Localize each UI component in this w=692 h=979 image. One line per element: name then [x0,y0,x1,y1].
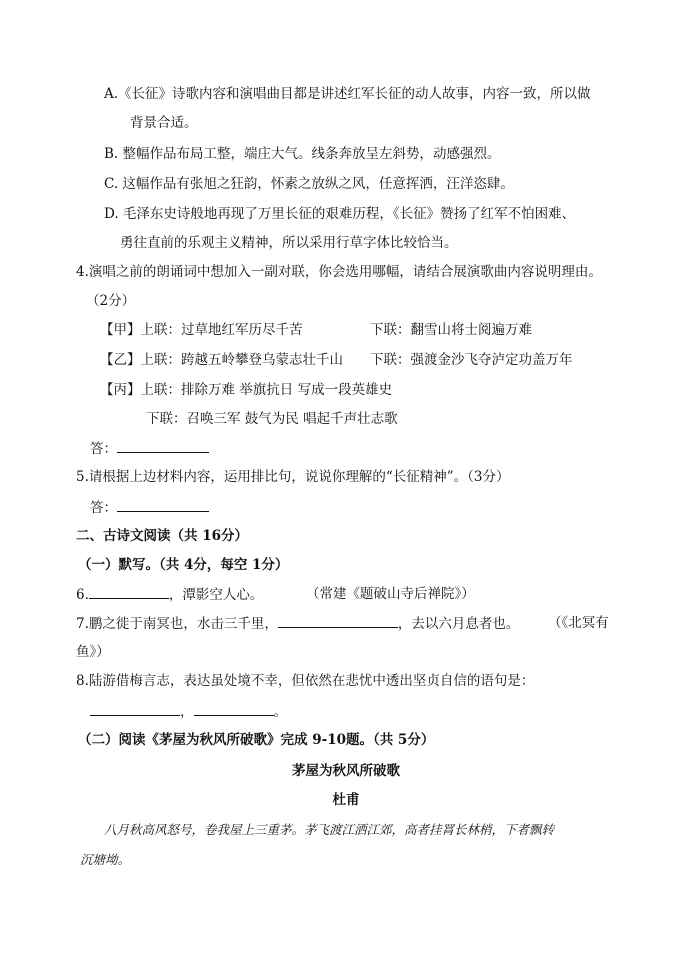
q7-row [76,613,519,634]
q6-text: ，潭影空人心。 [168,587,264,603]
couplet-yi-upper: 【乙】上联：跨越五岭攀登乌蒙志壮千山 [100,352,343,368]
q3-option-a-line2: 背景合适。 [130,115,198,131]
q8-blank-1[interactable] [90,701,180,716]
q3-option-b: B. 整幅作品布局工整，端庄大气。线条奔放呈左斜势，动感强烈。 [104,146,501,162]
q7-text-tail: ，去以六月息者也。 [397,616,520,632]
poem-author: 杜甫 [332,792,360,808]
q8-end: 。 [273,704,287,720]
couplet-bing-upper: 【丙】上联：排除万难 举旗抗日 写成一段英雄史 [100,382,393,398]
q7-text-head: 7.鹏之徙于南冥也，水击三千里， [76,616,278,632]
q3-option-d-line1: D. 毛泽东史诗般地再现了万里长征的艰难历程，《长征》赞扬了红军不怕困难、 [104,206,576,222]
q4-stem: 4.演唱之前的朗诵词中想加入一副对联，你会选用哪幅，请结合展演歌曲内容说明理由。 [76,264,602,280]
q6-row [76,584,263,605]
q3-option-d-line2: 勇往直前的乐观主义精神，所以采用行草字体比较恰当。 [120,235,458,251]
poem-line-2: 沉塘坳。 [80,852,131,867]
poem-title: 茅屋为秋风所破歌 [292,763,400,779]
q8-blank-2[interactable] [194,701,274,716]
couplet-jia-lower: 下联：翻雪山将士阅遍万难 [370,322,532,338]
couplet-jia-upper: 【甲】上联：过草地红军历尽千苦 [100,322,303,338]
q8-stem: 8.陆游借梅言志，表达虽处境不幸，但依然在悲忧中透出坚贞自信的语句是： [76,673,535,689]
q4-answer-label: 答： [90,441,117,457]
q5-answer-blank[interactable] [117,497,209,512]
q6-source: （常建《题破山寺后禅院》） [306,586,475,602]
couplet-bing-lower: 下联：召唤三军 鼓气为民 唱起千声壮志歌 [146,411,398,427]
section2-title: 二、古诗文阅读（共 16分） [76,528,248,544]
q4-answer-blank[interactable] [117,438,209,453]
q3-option-c: C. 这幅作品有张旭之狂韵，怀素之放纵之风，任意挥洒，汪洋恣肆。 [104,176,514,192]
q6-number: 6. [76,587,89,603]
q8-answer-row [90,701,287,722]
q7-source-cont: 鱼》） [76,644,110,660]
couplet-yi-lower: 下联：强渡金沙飞夺泸定功盖万年 [370,352,573,368]
q5-answer-row [90,497,209,518]
poem-line-1: 八月秋高风怒号，卷我屋上三重茅。茅飞渡江洒江郊，高者挂罥长林梢，下者飘转 [104,822,555,837]
q7-source: （《北冥有 [548,615,609,631]
q3-option-a-line1: A.《长征》诗歌内容和演唱曲目都是讲述红军长征的动人故事，内容一致，所以做 [104,86,591,102]
section2-part2-title: （二）阅读《茅屋为秋风所破歌》完成 9-10题。（共 5分） [78,732,435,748]
q6-blank[interactable] [89,584,169,599]
section2-part1-title: （一）默写。（共 4分，每空 1分） [78,557,289,573]
q8-separator: ， [180,704,194,720]
q5-stem: 5.请根据上边材料内容，运用排比句，说说你理解的“长征精神”。（3分） [76,469,510,485]
q5-answer-label: 答： [90,500,117,516]
q7-blank[interactable] [278,613,398,628]
q4-score: （2分） [86,293,136,309]
q4-answer-row [90,438,209,459]
